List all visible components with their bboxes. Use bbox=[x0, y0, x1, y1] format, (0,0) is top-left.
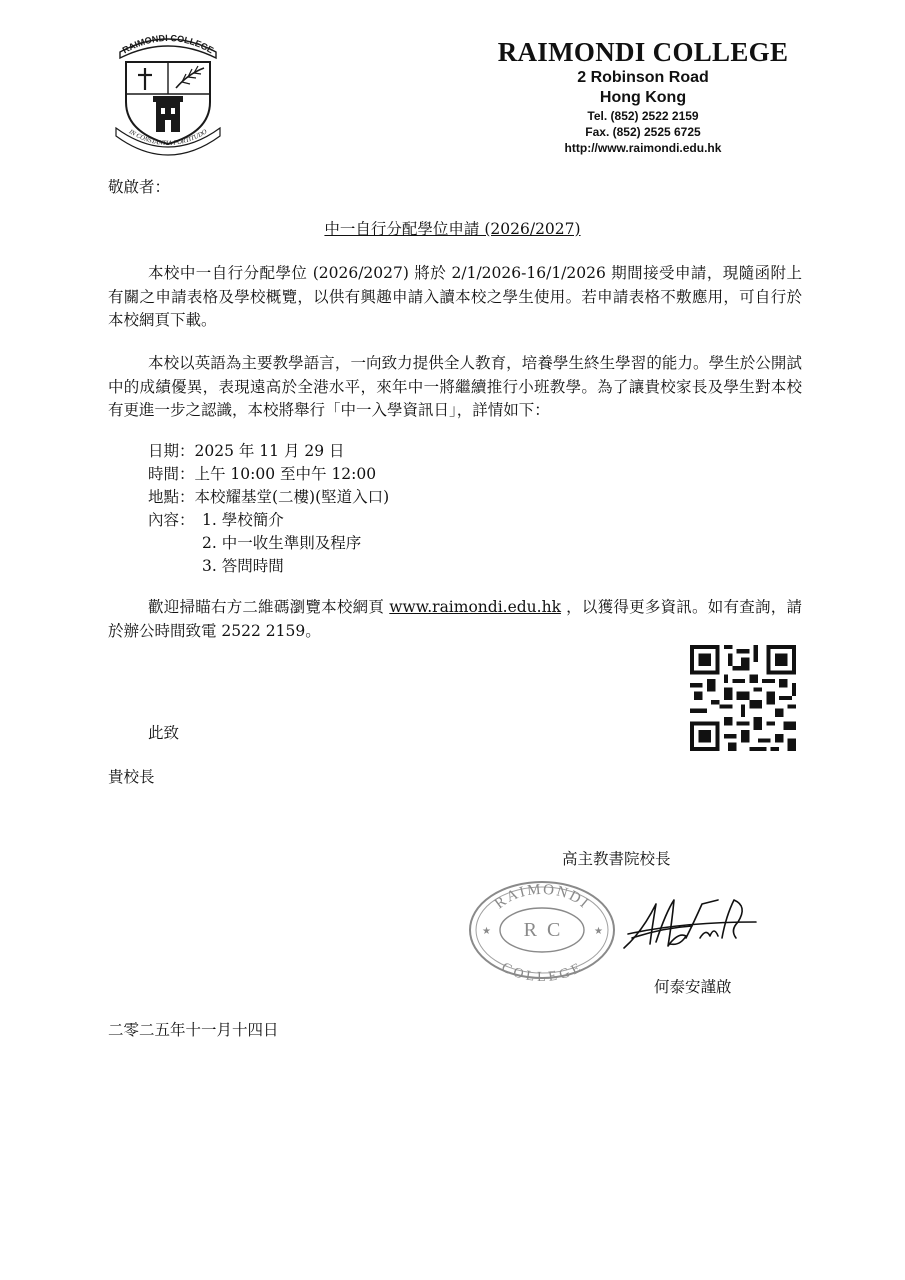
letterhead bbox=[483, 36, 803, 156]
svg-text:R C: R C bbox=[523, 919, 561, 941]
detail-time: 時間：上午 10:00 至中午 12:00 bbox=[148, 465, 377, 483]
subject-line bbox=[0, 218, 905, 240]
content-item: 1. 學校簡介 bbox=[202, 511, 284, 529]
content-item: 2. 中一收生準則及程序 bbox=[202, 534, 362, 552]
detail-venue: 地點：本校耀基堂(二樓)(堅道入口) bbox=[148, 488, 390, 506]
svg-text:IN CONSTANTIA FORTITUDO: IN CONSTANTIA FORTITUDO bbox=[127, 128, 209, 148]
signer-title: 高主教書院校長 bbox=[562, 850, 671, 868]
detail-date: 日期：2025 年 11 月 29 日 bbox=[148, 442, 345, 460]
school-seal-stamp bbox=[466, 878, 618, 982]
school-name: RAIMONDI COLLEGE bbox=[497, 37, 789, 67]
address-line-1: 2 Robinson Road bbox=[577, 69, 709, 86]
svg-text:COLLEGE: COLLEGE bbox=[498, 959, 586, 982]
website-link[interactable]: www.raimondi.edu.hk bbox=[389, 598, 561, 616]
paragraph-school-intro: 本校以英語為主要教學語言，一向致力提供全人教育，培養學生終生學習的能力。學生於公開試中的成績優異，表現遠高於全港水平，來年中一將繼續推行小班教學。為了讓貴校家長及學生對本校有更進一步之認識，本校將舉行「中一入學資訊日」，詳情如下： bbox=[108, 354, 802, 419]
detail-content-label: 內容： bbox=[148, 511, 195, 529]
paragraph-website bbox=[108, 596, 802, 643]
telephone: Tel. (852) 2522 2159 bbox=[587, 109, 699, 123]
signature-icon bbox=[622, 892, 758, 958]
svg-text:RAIMONDI COLLEGE: RAIMONDI COLLEGE bbox=[120, 32, 216, 56]
svg-text:★: ★ bbox=[594, 926, 603, 937]
closing-recipient: 貴校長 bbox=[108, 768, 155, 786]
website: http://www.raimondi.edu.hk bbox=[564, 141, 722, 155]
signer-name: 何泰安謹啟 bbox=[654, 978, 732, 996]
school-crest-logo bbox=[112, 32, 224, 162]
svg-text:★: ★ bbox=[482, 926, 491, 937]
qr-code-icon[interactable] bbox=[690, 645, 796, 751]
content-item: 3. 答問時間 bbox=[202, 557, 284, 575]
fax: Fax. (852) 2525 6725 bbox=[585, 125, 701, 139]
address-line-2: Hong Kong bbox=[599, 89, 687, 106]
paragraph-application: 本校中一自行分配學位 (2026/2027) 將於 2/1/2026-16/1/2026 期間接受申請，現隨函附上有關之申請表格及學校概覽，以供有興趣申請入讀本校之學生使用。若申請表格不敷應用，可自行於本校網頁下載。 bbox=[108, 264, 802, 329]
closing-respectfully: 此致 bbox=[148, 724, 180, 742]
website-contact-text: ，以獲得更多資訊。如有查詢，請於辦公時間致電 2522 2159。 bbox=[108, 598, 802, 640]
svg-text:RAIMONDI: RAIMONDI bbox=[491, 881, 593, 913]
subject-text: 中一自行分配學位申請 (2026/2027) bbox=[324, 220, 581, 238]
website-intro-text: 歡迎掃瞄右方二維碼瀏覽本校網頁 bbox=[148, 598, 390, 616]
greeting: 敬啟者： bbox=[108, 178, 171, 196]
letter-date: 二零二五年十一月十四日 bbox=[108, 1021, 279, 1039]
